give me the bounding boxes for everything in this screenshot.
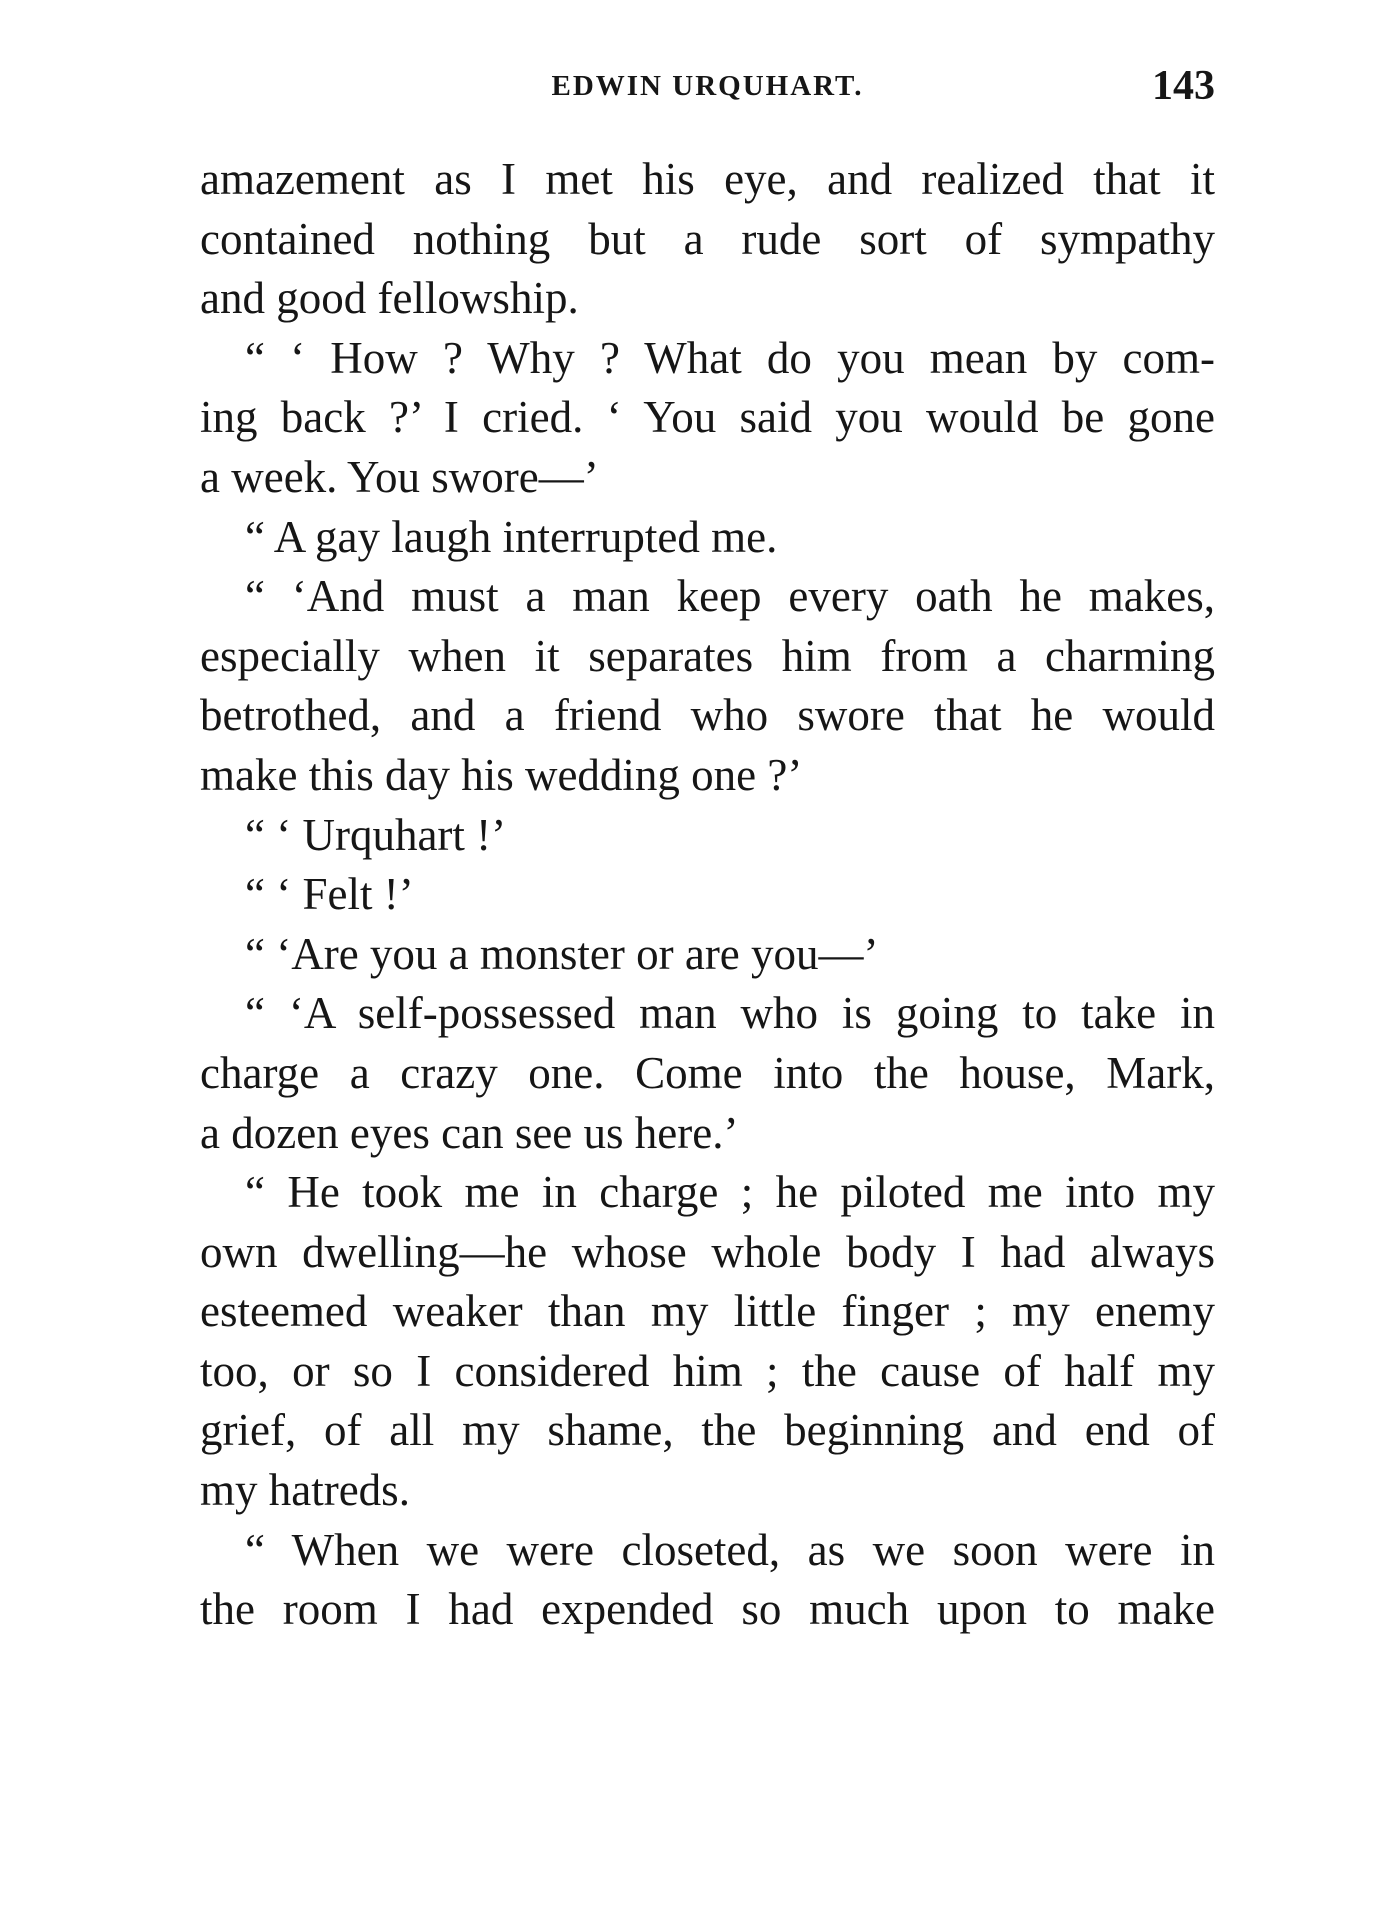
running-head (200, 62, 1215, 122)
text-line: “ When we were closeted, as we soon were in (245, 1524, 1215, 1575)
text-line: make this day his wedding one ?’ (200, 749, 803, 800)
text-line: especially when it separates him from a charming (200, 630, 1215, 681)
text-line: a week. You swore—’ (200, 451, 599, 502)
text-line: betrothed, and a friend who swore that he would (200, 690, 1215, 741)
text-line: my hatreds. (200, 1465, 410, 1516)
text-line: too, or so I considered him ; the cause of half my (200, 1345, 1215, 1396)
text-line: a dozen eyes can see us here.’ (200, 1107, 739, 1158)
text-line: contained nothing but a rude sort of sympathy (200, 213, 1215, 264)
text-line: the room I had expended so much upon to make (200, 1584, 1215, 1635)
text-line: “ ‘Are you a monster or are you—’ (245, 928, 879, 979)
text-line: “ ‘ Felt !’ (245, 869, 414, 920)
text-line: ing back ?’ I cried. ‘ You said you would be gone (200, 392, 1215, 443)
text-line: esteemed weaker than my little finger ; my enemy (200, 1286, 1215, 1337)
running-head-title: EDWIN URQUHART. (551, 70, 864, 102)
text-line: “ ‘A self-possessed man who is going to take in (245, 988, 1215, 1039)
text-line: “ He took me in charge ; he piloted me into my (245, 1167, 1215, 1218)
text-line: “ ‘ How ? Why ? What do you mean by com- (245, 332, 1215, 383)
text-line: charge a crazy one. Come into the house, Mark, (200, 1047, 1215, 1098)
text-line: amazement as I met his eye, and realized that it (200, 154, 1215, 204)
text-line: “ ‘And must a man keep every oath he makes, (245, 571, 1215, 622)
text-line: and good fellowship. (200, 273, 579, 324)
body-text (200, 150, 1215, 1640)
page-number: 143 (1152, 63, 1215, 109)
text-line: “ ‘ Urquhart !’ (245, 809, 507, 860)
text-line: “ A gay laugh interrupted me. (245, 511, 778, 562)
text-line: own dwelling—he whose whole body I had always (200, 1226, 1215, 1277)
text-line: grief, of all my shame, the beginning and end of (200, 1405, 1215, 1456)
